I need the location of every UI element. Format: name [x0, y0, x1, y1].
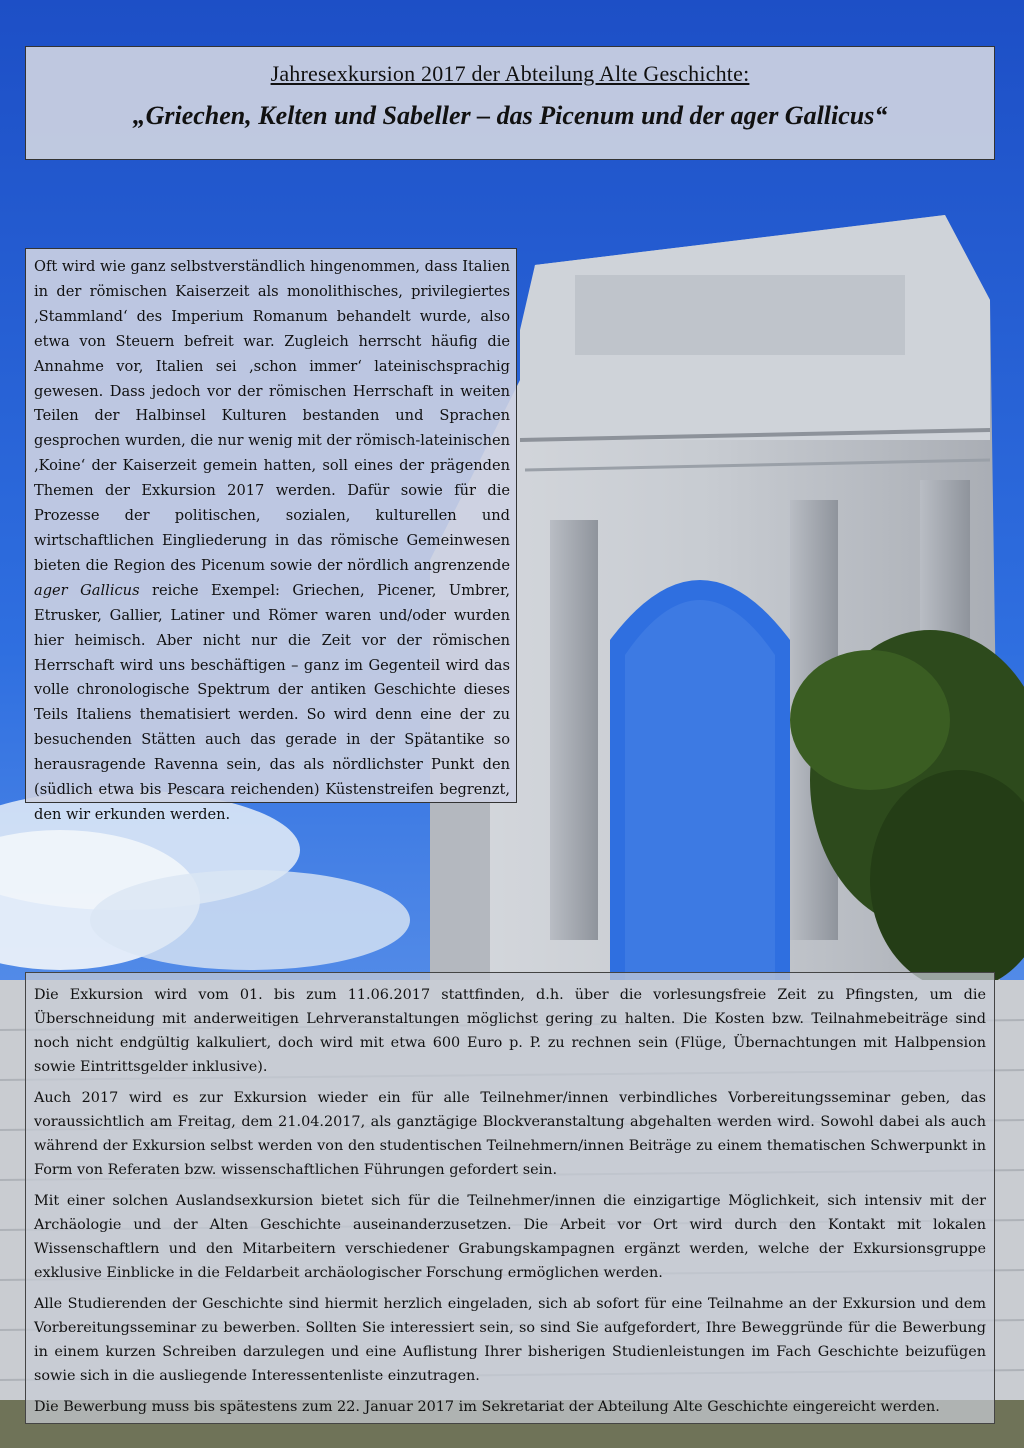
info-paragraph-opportunity: Mit einer solchen Auslandsexkursion bietet sich für die Teilnehmer/innen die einzigartige Möglichkeit, sich intensiv mit der Archäologie und der Alten Geschichte auseinanderzusetzen. Die Arbeit vor Ort wird durch den Kontakt mit lokalen Wissenschaftlern und den Mitarbeitern verschiedener Grabungskampagnen ergänzt werden, welche der Exkursionsgruppe exklusive Einblicke in die Feldarbeit archäologischer Forschung ermöglichen werden.	[34, 1193, 986, 1281]
info-paragraph-application: Alle Studierenden der Geschichte sind hiermit herzlich eingeladen, sich ab sofort für eine Teilnahme an der Exkursion und dem Vorbereitungsseminar zu bewerben. Sollten Sie interessiert sein, so sind Sie aufgefordert, Ihre Beweggründe für die Bewerbung in einem kurzen Schreiben darzulegen und eine Auflistung Ihrer bisherigen Studienleistungen im Fach Geschichte beizufügen sowie sich in die ausliegende Interessentenliste einzutragen.	[34, 1296, 986, 1384]
intro-paragraph	[34, 255, 510, 828]
intro-text-part-1: Oft wird wie ganz selbstverständlich hingenommen, dass Italien in der römischen Kaiserzeit als monolithisches, privilegiertes ‚Stammland‘ des Imperium Romanum behandelt wurde, also etwa von Steuern befreit war. Zugleich herrscht häufig die Annahme vor, Italien sei ‚schon immer‘ lateinischsprachig gewesen. Dass jedoch vor der römischen Herrschaft in weiten Teilen der Halbinsel Kulturen bestanden und Sprachen gesprochen wurden, die nur wenig mit der römisch-lateinischen ‚Koine‘ der Kaiserzeit gemein hatten, soll eines der prägenden Themen der Exkursion 2017 werden. Dafür sowie für die Prozesse der politischen, sozialen, kulturellen und wirtschaftlichen Eingliederung in das römische Gemeinwesen bieten die Region des Picenum sowie der nördlich angrenzende	[34, 258, 510, 574]
intro-italic-term: ager Gallicus	[34, 581, 140, 599]
title-box	[25, 46, 995, 160]
intro-text-part-2: reiche Exempel: Griechen, Picener, Umbrer, Etrusker, Gallier, Latiner und Römer waren und/oder wurden hier heimisch. Aber nicht nur die Zeit vor der römischen Herrschaft wird uns beschäftigen – ganz im Gegenteil wird das volle chronologische Spektrum der antiken Geschichte dieses Teils Italiens thematisiert werden. So wird denn eine der zu besuchenden Stätten auch das gerade in der Spätantike so herausragende Ravenna sein, das als nördlichster Punkt den (südlich etwa bis Pescara reichenden) Küstenstreifen begrenzt, den wir erkunden werden.	[34, 581, 510, 823]
intro-box	[25, 248, 517, 823]
info-box	[25, 972, 995, 1424]
info-paragraph-seminar: Auch 2017 wird es zur Exkursion wieder ein für alle Teilnehmer/innen verbindliches Vorbereitungsseminar geben, das voraussichtlich am Freitag, dem 21.04.2017, als ganztägige Blockveranstaltung abgehalten werden wird. Sowohl dabei als auch während der Exkursion selbst werden von den studentischen Teilnehmern/innen Beiträge zu einem thematischen Schwerpunkt in Form von Referaten bzw. wissenschaftlichen Führungen gefordert sein.	[34, 1090, 986, 1178]
page-title: Jahresexkursion 2017 der Abteilung Alte Geschichte:	[270, 61, 750, 86]
info-paragraph-dates: Die Exkursion wird vom 01. bis zum 11.06.2017 stattfinden, d.h. über die vorlesungsfreie Zeit zu Pfingsten, um die Überschneidung mit anderweitigen Lehrveranstaltungen möglichst gering zu halten. Die Kosten bzw. Teilnahmebeiträge sind noch nicht endgültig kalkuliert, doch wird mit etwa 600 Euro p. P. zu rechnen sein (Flüge, Übernachtungen mit Halbpension sowie Eintrittsgelder inklusive).	[34, 987, 986, 1075]
info-paragraph-deadline: Die Bewerbung muss bis spätestens zum 22. Januar 2017 im Sekretariat der Abteilung Alte Geschichte eingereicht werden.	[34, 1399, 940, 1415]
page-subtitle: „Griechen, Kelten und Sabeller – das Picenum und der ager Gallicus“	[132, 101, 888, 130]
